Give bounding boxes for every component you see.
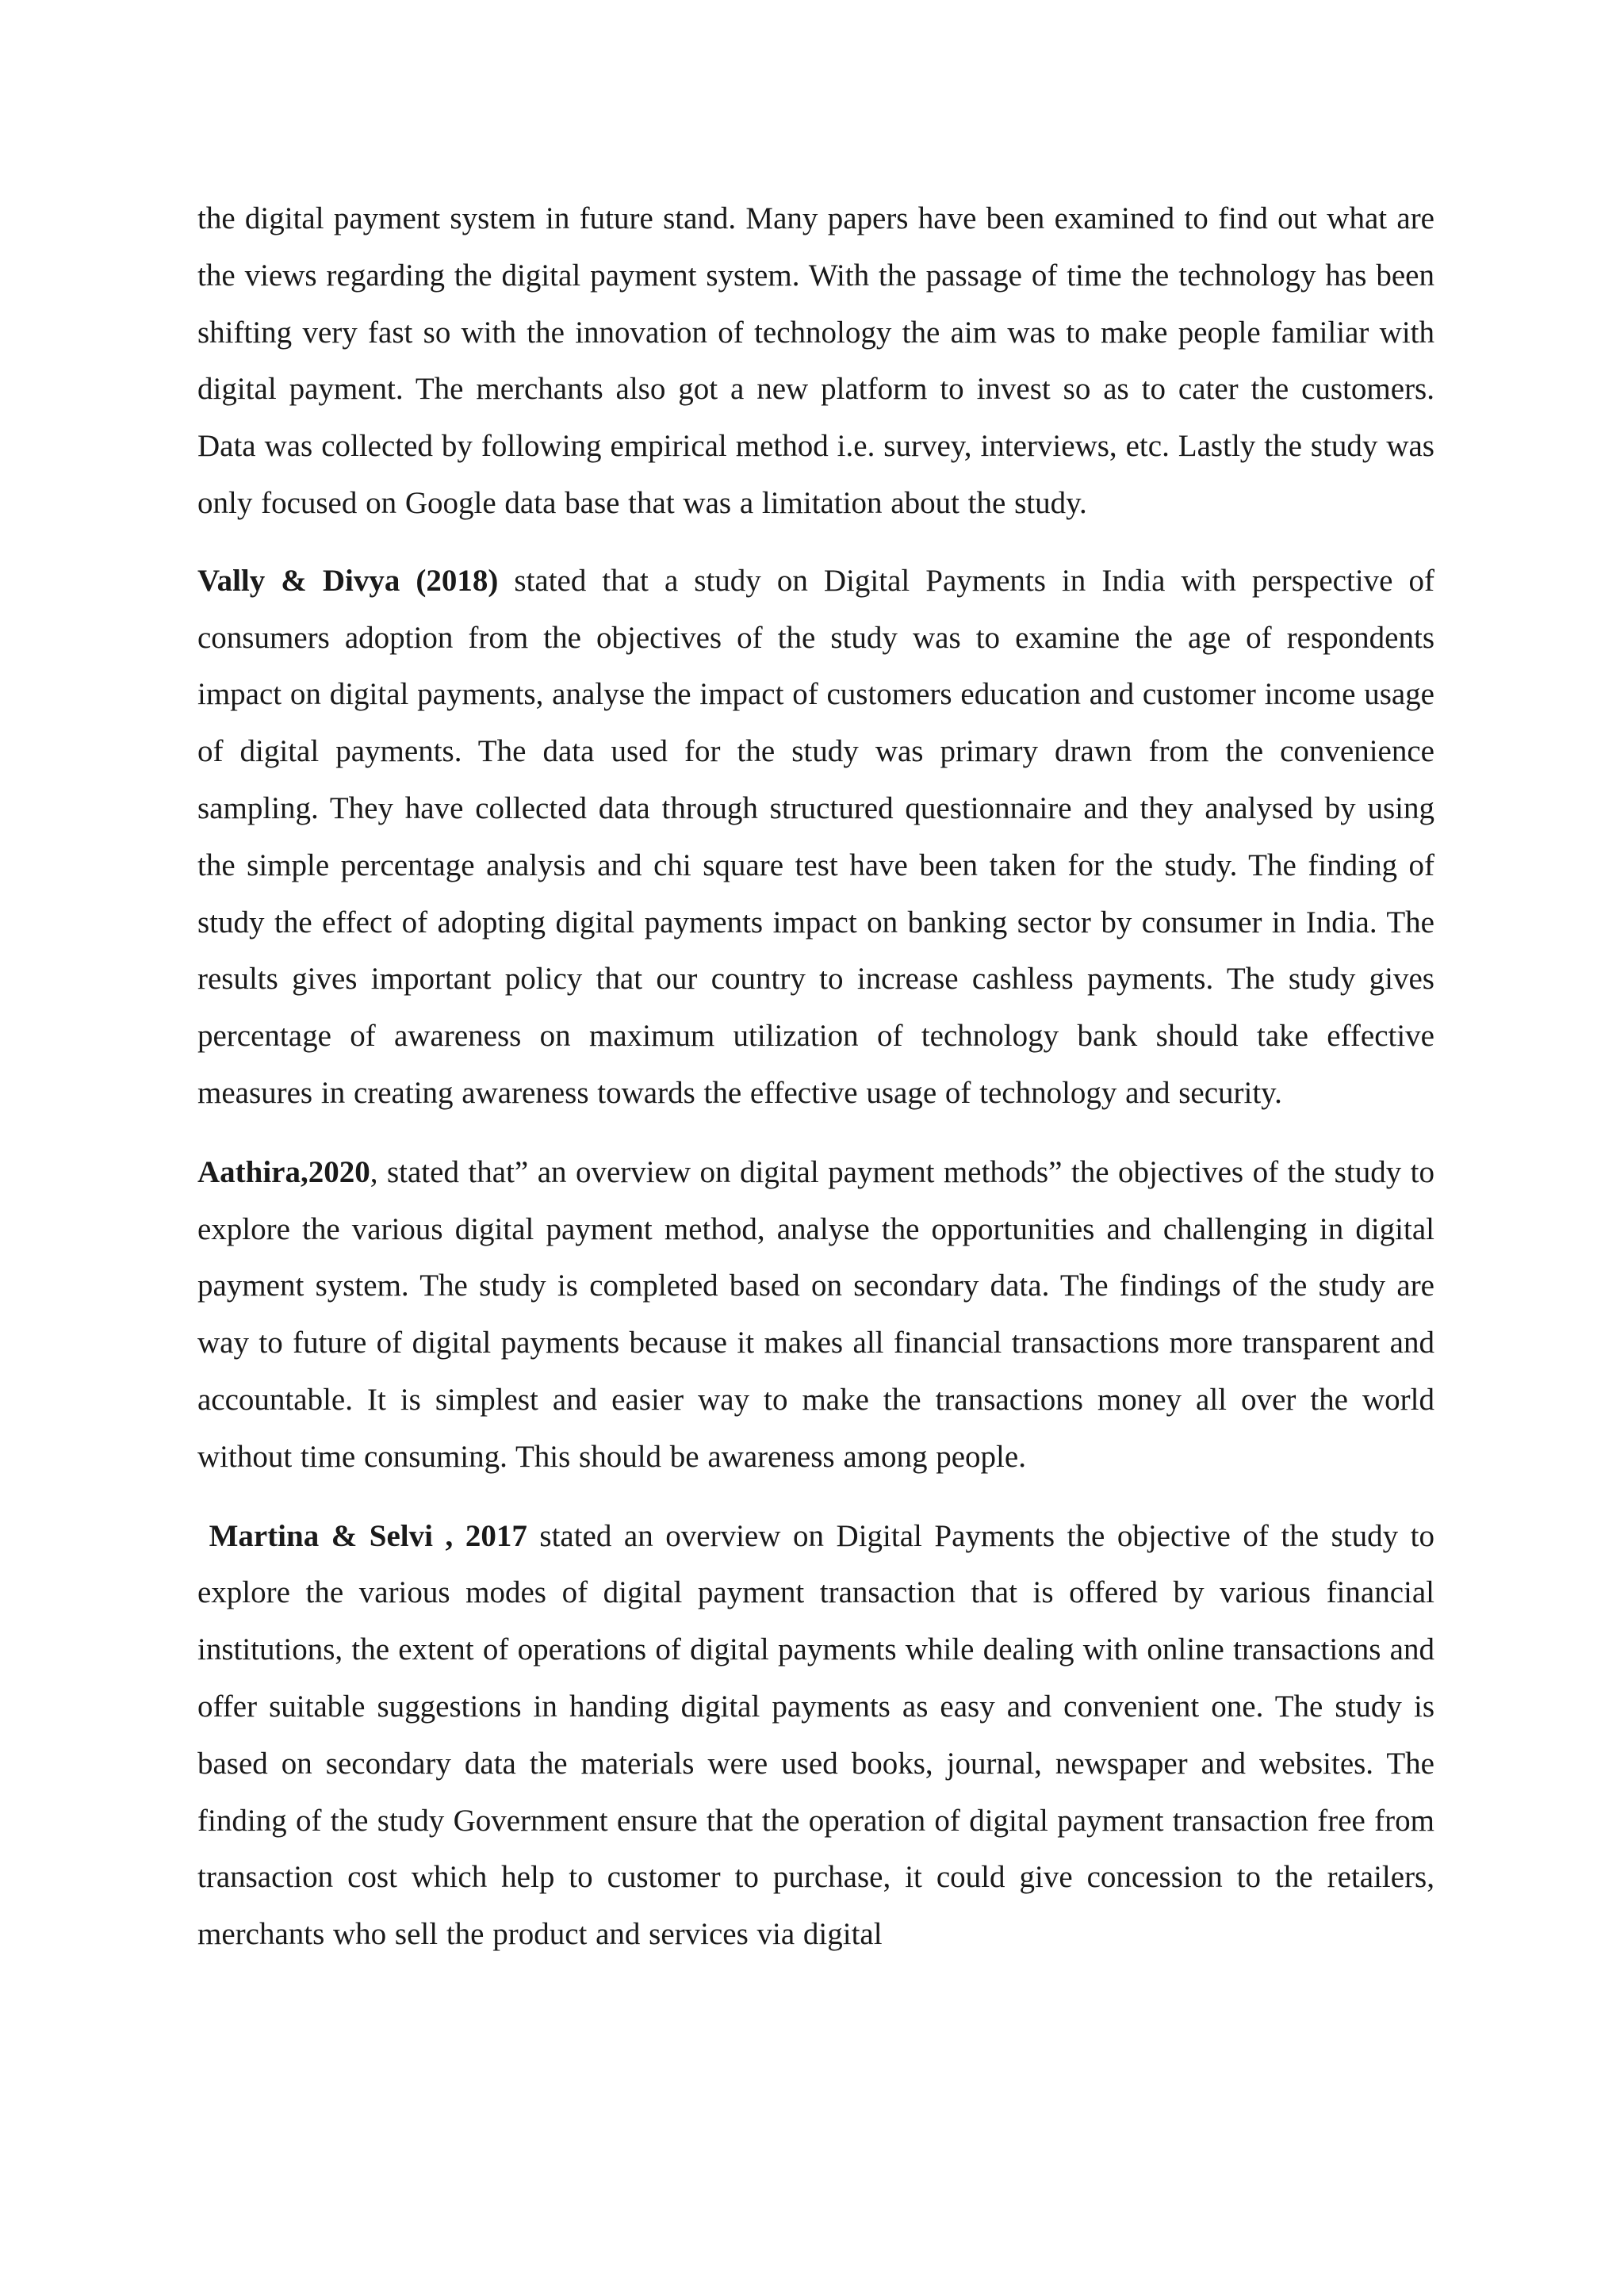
paragraph-aathira — [197, 1144, 1434, 1486]
paragraph-martina-selvi — [197, 1508, 1434, 1963]
paragraph-text: , stated that” an overview on digital payment methods” the objectives of the study to explore the various digital payment method, analyse the opportunities and challenging in digital payment system. The study is completed based on secondary data. The findings of the study are way to future of digital payments because it makes all financial transactions more transparent and accountable. It is simplest and easier way to make the transactions money all over the world without time consuming. This should be awareness among people. — [197, 1154, 1434, 1474]
citation-author: Vally & Divya (2018) — [197, 563, 499, 598]
paragraph-text: stated that a study on Digital Payments in India with perspective of consumers adoption from the objectives of the study was to examine the age of respondents impact on digital payments, analyse the impact of customers education and customer income usage of digital payments. The data used for the study was primary drawn from the convenience sampling. They have collected data through structured questionnaire and they analysed by using the simple percentage analysis and chi square test have been taken for the study. The finding of study the effect of adopting digital payments impact on banking sector by consumer in India. The results gives important policy that our country to increase cashless payments. The study gives percentage of awareness on maximum utilization of technology bank should take effective measures in creating awareness towards the effective usage of technology and security. — [197, 563, 1434, 1110]
paragraph-text: the digital payment system in future stand. Many papers have been examined to find out what are the views regarding the digital payment system. With the passage of time the technology has been shifting very fast so with the innovation of technology the aim was to make people familiar with digital payment. The merchants also got a new platform to invest so as to cater the customers. Data was collected by following empirical method i.e. survey, interviews, etc. Lastly the study was only focused on Google data base that was a limitation about the study. — [197, 201, 1434, 520]
paragraph-text: stated an overview on Digital Payments the objective of the study to explore the various modes of digital payment transaction that is offered by various financial institutions, the extent of operations of digital payments while dealing with online transactions and offer suitable suggestions in handing digital payments as easy and convenient one. The study is based on secondary data the materials were used books, journal, newspaper and websites. The finding of the study Government ensure that the operation of digital payment transaction free from transaction cost which help to customer to purchase, it could give concession to the retailers, merchants who sell the product and services via digital — [197, 1518, 1434, 1952]
citation-author: Martina & Selvi , 2017 — [209, 1518, 527, 1553]
citation-author: Aathira,2020 — [197, 1154, 370, 1189]
body-text — [197, 190, 1434, 1985]
paragraph-digital-payment-system — [197, 190, 1434, 532]
leading-space — [197, 1519, 209, 1553]
paragraph-vally-divya — [197, 553, 1434, 1122]
